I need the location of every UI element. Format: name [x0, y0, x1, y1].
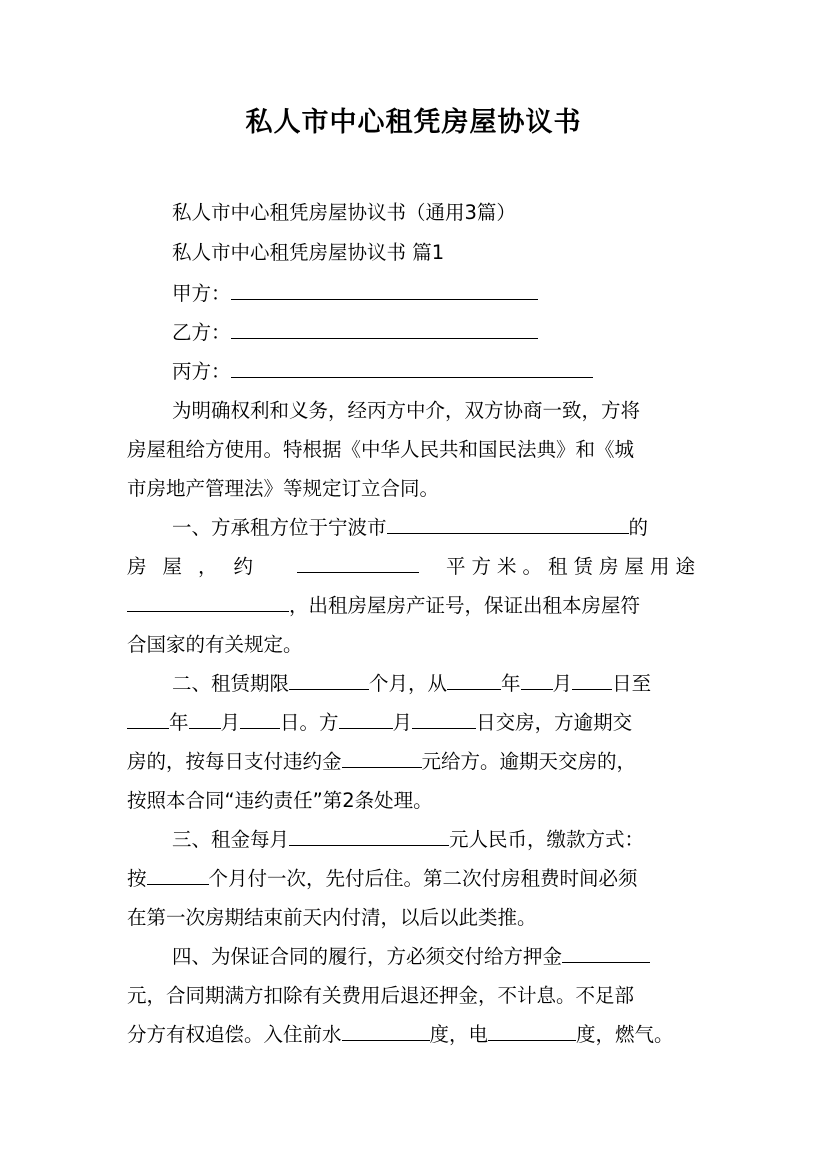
party-a-row — [172, 281, 538, 307]
clause3-line-1 — [172, 827, 644, 853]
clause3-text: 元人民币，缴款方式： — [449, 828, 645, 851]
clause3-text: 三、租金每月 — [172, 828, 290, 851]
clause3-line-2 — [127, 866, 638, 892]
clause2-year-blank — [447, 671, 501, 690]
party-a-label: 甲方： — [172, 282, 231, 305]
party-c-row — [172, 359, 593, 385]
clause1-text: 房屋，约 — [127, 555, 270, 578]
clause2-months-blank — [289, 671, 369, 690]
clause1-line-4: 合国家的有关规定。 — [127, 633, 303, 656]
party-b-label: 乙方： — [172, 321, 231, 344]
document-title: 私人市中心租凭房屋协议书 — [245, 107, 582, 138]
clause2-month-blank — [521, 671, 553, 690]
clause2-end-month-blank — [189, 710, 221, 729]
clause4-line-1 — [172, 944, 650, 970]
clause3-text: 按 — [127, 867, 147, 890]
clause3-interval-blank — [147, 866, 209, 885]
clause2-text: 元给方。逾期天交房的， — [421, 750, 637, 773]
clause4-text: 分方有权追偿。入住前水 — [127, 1023, 342, 1046]
intro-line-2: 房屋租给方使用。特根据《中华人民共和国民法典》和《城 — [127, 438, 635, 461]
section-title: 私人市中心租凭房屋协议书 篇1 — [172, 241, 445, 264]
clause1-usage-blank — [127, 593, 289, 612]
clause4-deposit-blank — [562, 944, 650, 963]
clause2-text: 个月，从 — [369, 672, 448, 695]
clause3-line-3: 在第一次房期结束前天内付清，以后以此类推。 — [127, 906, 537, 929]
intro-line-1: 为明确权利和义务，经丙方中介，双方协商一致，方将 — [172, 399, 641, 422]
clause4-electricity-blank — [488, 1022, 576, 1041]
clause2-handover-day-blank — [412, 710, 476, 729]
intro-line-3: 市房地产管理法》等规定订立合同。 — [127, 477, 440, 500]
clause4-text: 四、为保证合同的履行，方必须交付给方押金 — [172, 945, 563, 968]
clause2-text: 月 — [220, 711, 241, 734]
clause2-handover-month-blank — [339, 710, 393, 729]
clause1-text: 的 — [628, 516, 649, 539]
clause1-line-3 — [127, 593, 640, 619]
clause1-text: 一、方承租方位于宁波市 — [172, 516, 387, 539]
clause2-line-3 — [127, 749, 636, 775]
clause2-text: 房的，按每日支付违约金 — [127, 750, 342, 773]
clause2-day-blank — [572, 671, 612, 690]
clause2-line-4: 按照本合同“违约责任”第2条处理。 — [127, 789, 433, 812]
clause1-line-2 — [127, 554, 701, 580]
clause1-line-1 — [172, 515, 648, 541]
clause2-penalty-blank — [342, 749, 422, 768]
clause2-text: 月 — [552, 672, 573, 695]
party-b-blank — [231, 320, 538, 339]
clause2-text: 月 — [392, 711, 413, 734]
clause2-text: 二、租赁期限 — [172, 672, 290, 695]
party-c-label: 丙方： — [172, 360, 231, 383]
clause1-text: 平方米。租赁房屋用途 — [445, 555, 701, 578]
clause2-text: 年 — [169, 711, 189, 734]
clause1-area-blank — [297, 554, 419, 573]
clause3-rent-blank — [289, 827, 449, 846]
clause4-line-3 — [127, 1022, 674, 1048]
clause2-text: 年 — [501, 672, 521, 695]
party-a-blank — [231, 281, 538, 300]
clause2-line-2 — [127, 710, 632, 736]
clause1-text: ，出租房屋房产证号，保证出租本房屋符 — [289, 594, 641, 617]
clause2-line-1 — [172, 671, 651, 697]
party-c-blank — [231, 359, 593, 378]
clause2-end-day-blank — [240, 710, 280, 729]
clause2-text: 日。方 — [280, 711, 339, 734]
clause2-text: 日至 — [612, 672, 652, 695]
clause1-location-blank — [387, 515, 629, 534]
party-b-row — [172, 320, 538, 346]
clause4-line-2: 元，合同期满方扣除有关费用后退还押金，不计息。不足部 — [127, 984, 635, 1007]
subtitle: 私人市中心租凭房屋协议书（通用3篇） — [172, 201, 516, 224]
clause3-text: 个月付一次，先付后住。第二次付房租费时间必须 — [208, 867, 638, 890]
clause4-text: 度，燃气。 — [576, 1023, 674, 1046]
clause2-end-year-blank — [127, 710, 169, 729]
clause4-water-blank — [342, 1022, 430, 1041]
clause2-text: 日交房，方逾期交 — [476, 711, 633, 734]
clause4-text: 度，电 — [429, 1023, 489, 1046]
